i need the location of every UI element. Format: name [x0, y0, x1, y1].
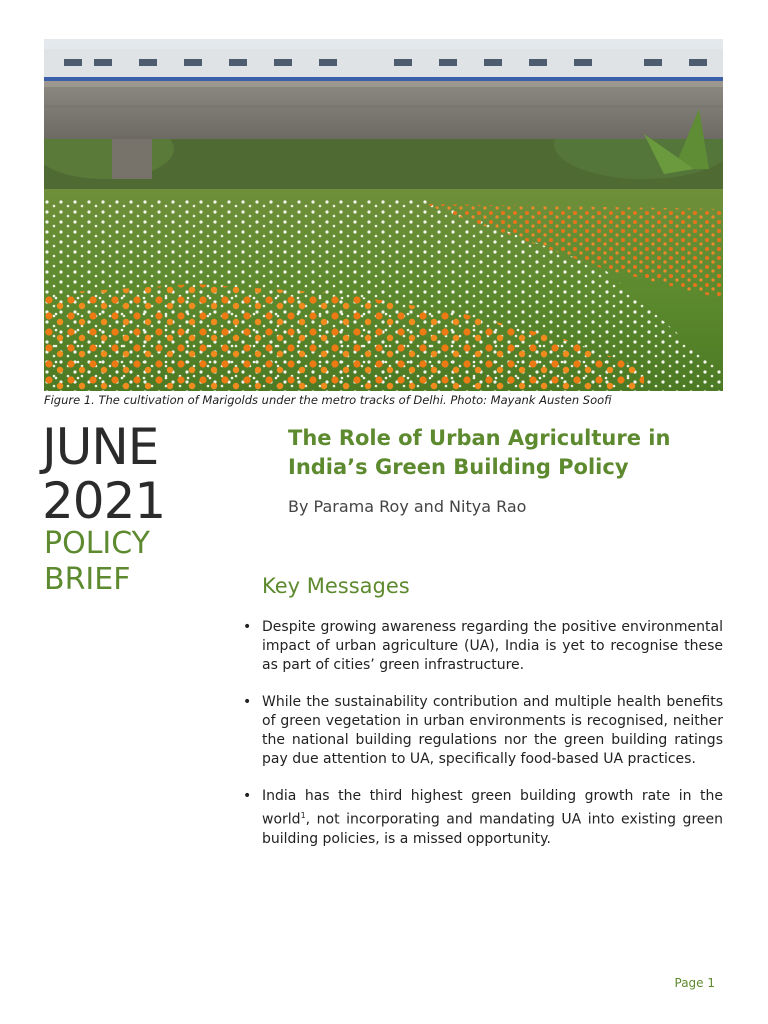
- key-messages-list: [243, 618, 723, 867]
- bullet-icon: •: [243, 788, 252, 804]
- figure-caption: Figure 1. The cultivation of Marigolds under the metro tracks of Delhi. Photo: Mayank Austen Soofi: [44, 393, 612, 407]
- brief-title: The Role of Urban Agriculture in India’s Green Building Policy: [288, 426, 671, 479]
- page-number: Page 1: [674, 976, 715, 990]
- document-type: [44, 526, 244, 598]
- document-type-line1: POLICY: [44, 526, 151, 561]
- key-message-text: India has the third highest green building growth rate in the world: [262, 788, 723, 828]
- issue-month: JUNE: [42, 418, 159, 476]
- key-message-item: [243, 787, 723, 849]
- key-message-item: [243, 693, 723, 769]
- key-message-text-continued: , not incorporating and mandating UA into existing green building policies, is a missed opportunity.: [262, 811, 723, 847]
- key-message-text: While the sustainability contribution and multiple health benefits of green vegetation in urban environments is recognised, neither the national building regulations nor the green building ratings pay due attention to UA, specifically food-based UA practices.: [262, 694, 723, 767]
- key-messages-heading: Key Messages: [262, 574, 410, 598]
- bullet-icon: •: [243, 619, 252, 635]
- bullet-icon: •: [243, 694, 252, 710]
- document-type-line2: BRIEF: [44, 562, 131, 597]
- cover-photo-marigold-field: [44, 39, 723, 391]
- issue-year: 2021: [42, 472, 166, 530]
- issue-date: [42, 420, 242, 528]
- footnote-marker[interactable]: 1: [300, 811, 306, 820]
- key-message-item: [243, 618, 723, 675]
- key-message-text: Despite growing awareness regarding the positive environmental impact of urban agriculture (UA), India is yet to recognise these as part of cities’ green infrastructure.: [262, 619, 723, 673]
- authors-line: By Parama Roy and Nitya Rao: [288, 497, 527, 516]
